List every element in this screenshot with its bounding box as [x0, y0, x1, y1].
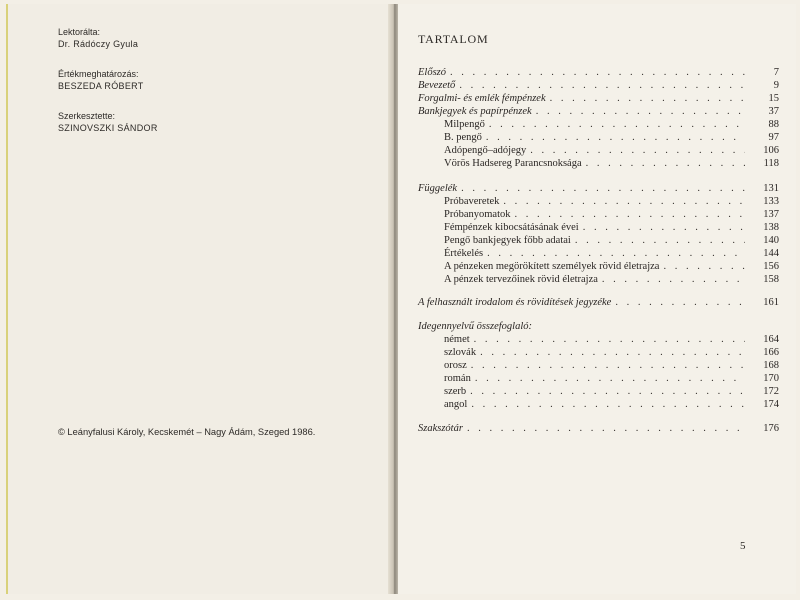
toc-leader-dots — [471, 359, 745, 372]
toc-leader-dots — [474, 333, 745, 346]
toc-entry-label: Előszó — [418, 67, 447, 78]
toc-leader-dots — [503, 195, 745, 208]
toc-leader-dots — [602, 273, 745, 286]
toc-entry-page: 172 — [763, 386, 779, 397]
toc-leader-dots — [471, 398, 745, 411]
toc-entry — [418, 92, 779, 105]
toc-entry — [418, 398, 779, 411]
toc-entry-label: Szakszótár — [418, 423, 463, 434]
toc-entry — [418, 182, 779, 195]
toc-entry-page: 176 — [763, 423, 779, 434]
toc-entry-page: 174 — [763, 399, 779, 410]
toc-entry-label: Adópengő–adójegy — [444, 145, 527, 156]
toc-entry — [418, 273, 779, 286]
toc-entry-label: szerb — [444, 386, 467, 397]
toc-entry-page: 88 — [768, 119, 779, 130]
credits-block — [58, 26, 158, 152]
toc-leader-dots — [487, 247, 745, 260]
credit-label: Lektorálta: — [58, 27, 101, 37]
toc-leader-dots — [489, 118, 745, 131]
credit-editor — [58, 110, 158, 134]
toc-entry — [418, 260, 779, 273]
toc-entry — [418, 320, 779, 333]
page-number: 5 — [740, 540, 746, 552]
toc-entry-page: 133 — [763, 196, 779, 207]
toc-entry-page: 166 — [763, 347, 779, 358]
toc-entry-page: 161 — [763, 297, 779, 308]
toc-leader-dots — [459, 79, 745, 92]
toc-entry-label: A felhasznált irodalom és rövidítések jegyzéke — [418, 297, 612, 308]
toc-leader-dots — [550, 92, 745, 105]
toc-entry — [418, 372, 779, 385]
toc-leader-dots — [663, 260, 745, 273]
toc-entry — [418, 157, 779, 170]
toc-entry — [418, 79, 779, 92]
toc-entry-label: angol — [444, 399, 468, 410]
toc-leader-dots — [536, 105, 745, 118]
toc-entry — [418, 208, 779, 221]
toc-entry — [418, 221, 779, 234]
toc-entry-page: 158 — [763, 274, 779, 285]
credit-valuation — [58, 68, 158, 92]
toc-entry-label: Milpengő — [444, 119, 485, 130]
toc-entry — [418, 131, 779, 144]
toc-entry-page: 138 — [763, 222, 779, 233]
toc-entry — [418, 118, 779, 131]
toc-entry — [418, 346, 779, 359]
toc-entry-page: 140 — [763, 235, 779, 246]
toc-entry-label: B. pengő — [444, 132, 482, 143]
toc-entry — [418, 422, 779, 435]
toc-entry-label: Fémpénzek kibocsátásának évei — [444, 222, 579, 233]
toc-entry — [418, 247, 779, 260]
toc-leader-dots — [575, 234, 745, 247]
toc-entry-page: 137 — [763, 209, 779, 220]
toc-entry-page: 97 — [768, 132, 779, 143]
toc-leader-dots — [486, 131, 745, 144]
toc-entry — [418, 195, 779, 208]
toc-title: TARTALOM — [418, 32, 489, 46]
toc-leader-dots — [615, 296, 745, 309]
toc-entry-label: szlovák — [444, 347, 477, 358]
credit-value: SZINOVSZKI SÁNDOR — [58, 123, 158, 133]
toc-entry-label: A pénzeken megörökített személyek rövid életrajza — [444, 261, 660, 272]
toc-entry-label: orosz — [444, 360, 467, 371]
credit-label: Értékmeghatározás: — [58, 69, 139, 79]
toc-leader-dots — [530, 144, 745, 157]
toc-entry — [418, 66, 779, 79]
toc-entry-label: német — [444, 334, 470, 345]
toc-entry-page: 118 — [763, 158, 779, 169]
toc-entry-page: 168 — [763, 360, 779, 371]
toc-entry-label: román — [444, 373, 471, 384]
toc-entry-label: Értékelés — [444, 248, 484, 259]
toc-entry-page: 170 — [763, 373, 779, 384]
toc-entry-page: 156 — [763, 261, 779, 272]
toc-entry — [418, 144, 779, 157]
toc-leader-dots — [475, 372, 745, 385]
toc-entry — [418, 296, 779, 309]
toc-entry-label: Idegennyelvű összefoglaló: — [418, 321, 533, 332]
credit-reviewer — [58, 26, 158, 50]
toc-leader-dots — [583, 221, 745, 234]
credit-value: Dr. Rádóczy Gyula — [58, 39, 139, 49]
toc-entry — [418, 359, 779, 372]
toc-entry-page: 106 — [763, 145, 779, 156]
toc-entry-label: Függelék — [418, 183, 458, 194]
toc-entry-label: A pénzek tervezőinek rövid életrajza — [444, 274, 598, 285]
toc-leader-dots — [450, 66, 745, 79]
toc-entry-page: 164 — [763, 334, 779, 345]
toc-entry-page: 131 — [763, 183, 779, 194]
toc-entry-label: Bankjegyek és papírpénzek — [418, 106, 532, 117]
credit-label: Szerkesztette: — [58, 111, 116, 121]
toc-entry-label: Forgalmi- és emlék fémpénzek — [418, 93, 546, 104]
toc-entry-label: Vörös Hadsereg Parancsnoksága — [444, 158, 582, 169]
toc-leader-dots — [586, 157, 745, 170]
toc-entry — [418, 333, 779, 346]
toc-entry-label: Bevezető — [418, 80, 456, 91]
toc-entry-label: Próbaveretek — [444, 196, 500, 207]
toc-entry — [418, 385, 779, 398]
toc-entry-label: Próbanyomatok — [444, 209, 511, 220]
toc-leader-dots — [470, 385, 745, 398]
toc-entry-page: 7 — [773, 67, 779, 78]
toc-entry-page: 144 — [763, 248, 779, 259]
toc-leader-dots — [480, 346, 745, 359]
toc-leader-dots — [461, 182, 745, 195]
toc-leader-dots — [467, 422, 745, 435]
toc-entry — [418, 105, 779, 118]
copyright-notice: © Leányfalusi Károly, Kecskemét – Nagy Ádám, Szeged 1986. — [58, 427, 316, 437]
credit-value: BESZEDA RÓBERT — [58, 81, 144, 91]
toc-entry-label: Pengő bankjegyek főbb adatai — [444, 235, 571, 246]
toc-entry-page: 15 — [768, 93, 779, 104]
toc-entry-page: 9 — [773, 80, 779, 91]
toc-entry-page: 37 — [768, 106, 779, 117]
toc-entry — [418, 234, 779, 247]
toc-leader-dots — [515, 208, 746, 221]
